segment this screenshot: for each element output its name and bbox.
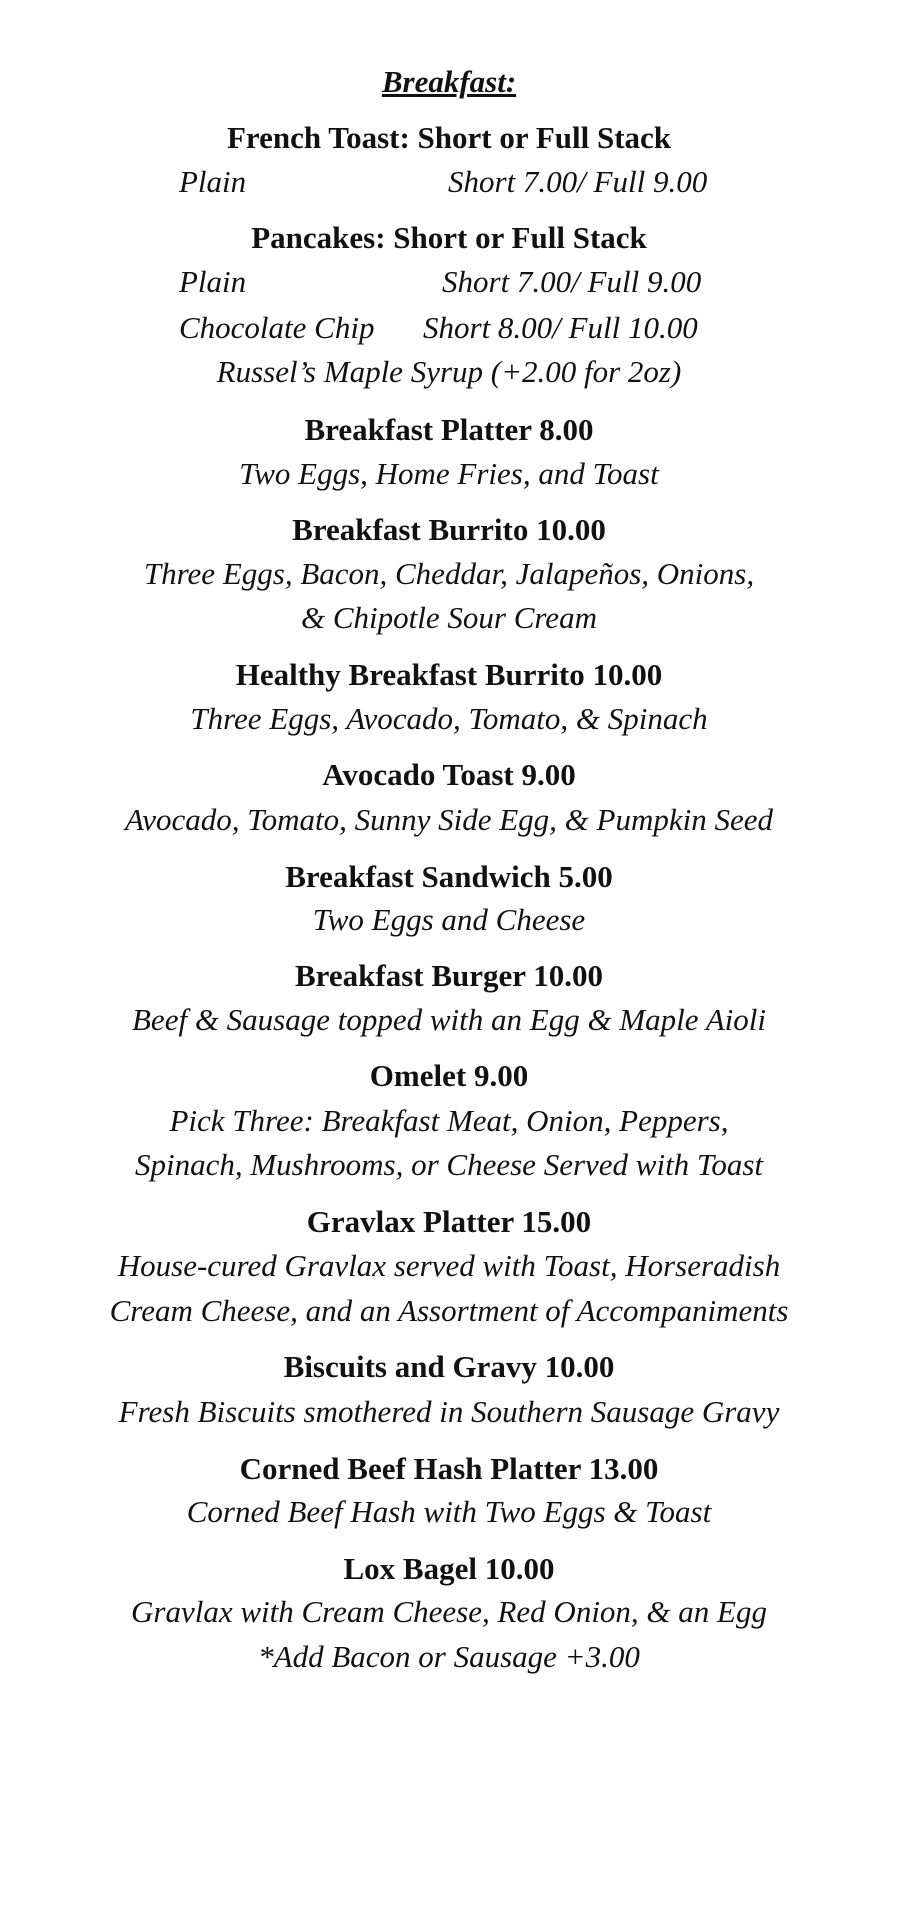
menu-item-description: Gravlax with Cream Cheese, Red Onion, & an Egg: [131, 1594, 767, 1629]
menu-item-heading: Breakfast Platter 8.00: [304, 412, 594, 447]
menu-item-heading: Breakfast Burger 10.00: [295, 958, 603, 993]
pancakes-heading: Pancakes: Short or Full Stack: [251, 220, 647, 255]
pancakes-plain-price: Short 7.00/ Full 9.00: [442, 264, 702, 299]
menu-item-description: Avocado, Tomato, Sunny Side Egg, & Pumpkin Seed: [124, 802, 774, 837]
menu-item-description: Pick Three: Breakfast Meat, Onion, Peppers,: [169, 1103, 729, 1138]
menu-item-description: House-cured Gravlax served with Toast, Horseradish: [117, 1248, 781, 1283]
menu-item-heading: Corned Beef Hash Platter 13.00: [239, 1451, 659, 1486]
menu-item-heading: Lox Bagel 10.00: [343, 1551, 555, 1586]
menu-item-heading: Gravlax Platter 15.00: [306, 1204, 592, 1239]
menu-item-heading: Breakfast Sandwich 5.00: [285, 859, 613, 894]
menu-item-description: Three Eggs, Avocado, Tomato, & Spinach: [190, 701, 708, 736]
menu-item-heading: Breakfast Burrito 10.00: [292, 512, 606, 547]
pancakes-chocolate-name: Chocolate Chip: [179, 310, 375, 345]
menu-item-heading: Biscuits and Gravy 10.00: [283, 1349, 615, 1384]
menu-item-description: Cream Cheese, and an Assortment of Accompaniments: [109, 1293, 789, 1328]
menu-item-heading: Omelet 9.00: [369, 1058, 529, 1093]
menu-item-description: Corned Beef Hash with Two Eggs & Toast: [186, 1494, 712, 1529]
pancakes-plain-name: Plain: [179, 264, 247, 299]
french-toast-plain-name: Plain: [179, 164, 247, 199]
menu-item-description: Three Eggs, Bacon, Cheddar, Jalapeños, Onions,: [143, 556, 755, 591]
section-title: Breakfast:: [381, 64, 517, 99]
menu-item-description: Two Eggs and Cheese: [312, 902, 586, 937]
french-toast-heading: French Toast: Short or Full Stack: [226, 120, 672, 155]
menu-item-description: Fresh Biscuits smothered in Southern Sausage Gravy: [118, 1394, 780, 1429]
pancakes-chocolate-price: Short 8.00/ Full 10.00: [423, 310, 698, 345]
french-toast-plain-price: Short 7.00/ Full 9.00: [448, 164, 708, 199]
maple-syrup-note: Russel’s Maple Syrup (+2.00 for 2oz): [216, 354, 682, 389]
menu-item-description: Beef & Sausage topped with an Egg & Maple Aioli: [132, 1002, 766, 1037]
add-on-note: *Add Bacon or Sausage +3.00: [258, 1639, 640, 1674]
menu-item-description: Spinach, Mushrooms, or Cheese Served with Toast: [134, 1147, 764, 1182]
menu-item-heading: Avocado Toast 9.00: [322, 757, 576, 792]
menu-item-description: & Chipotle Sour Cream: [301, 600, 597, 635]
menu-item-heading: Healthy Breakfast Burrito 10.00: [235, 657, 663, 692]
menu-item-description: Two Eggs, Home Fries, and Toast: [239, 456, 659, 491]
